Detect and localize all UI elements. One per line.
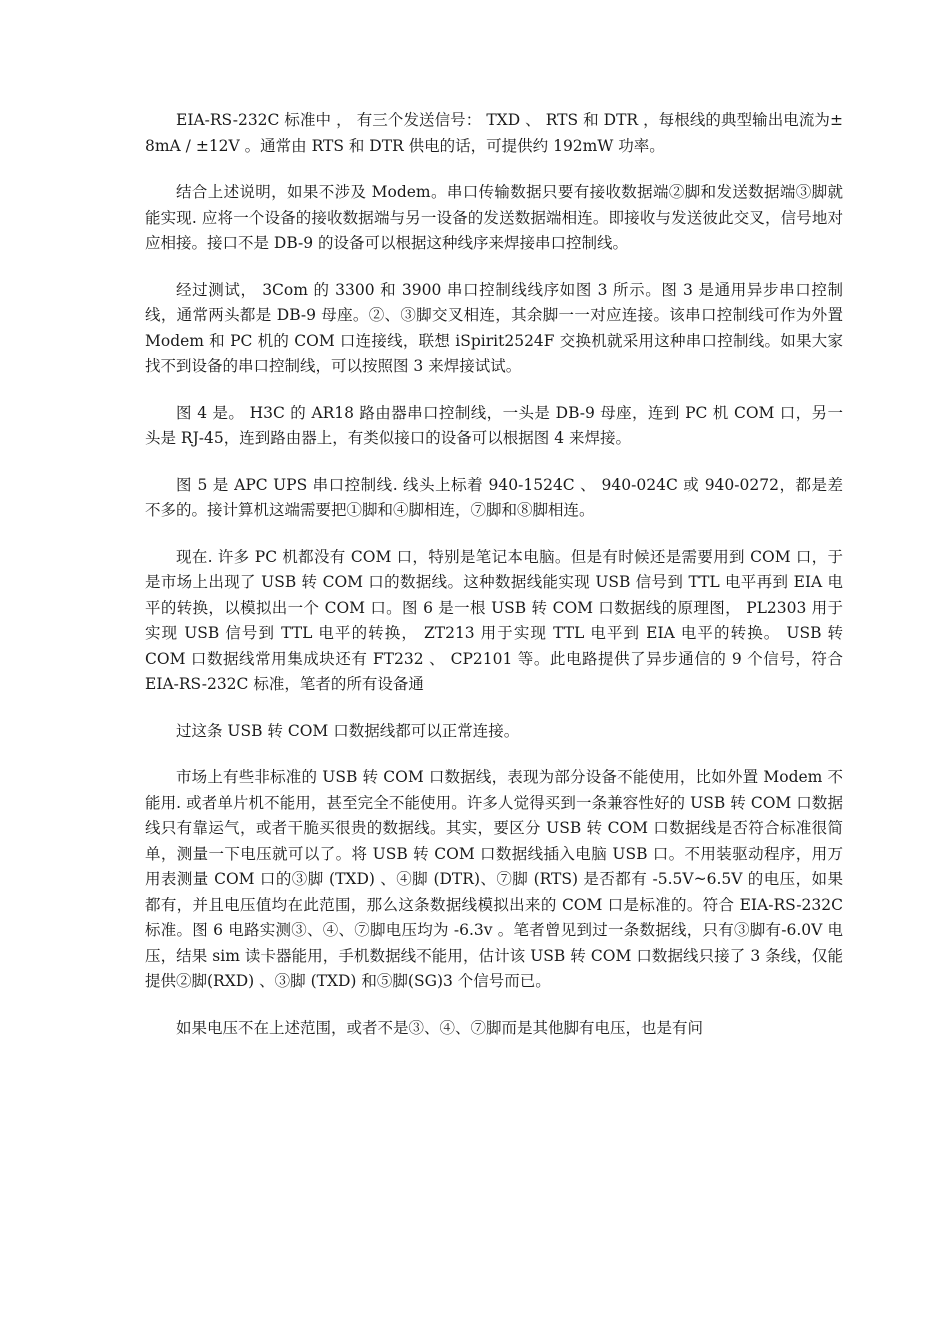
paragraph-crossover-wiring: 结合上述说明，如果不涉及 Modem。串口传输数据只要有接收数据端②脚和发送数据端③脚就能实现. 应将一个设备的接收数据端与另一设备的发送数据端相连。即接收与发送彼此交叉，信号地对应相接。接口不是 DB-9 的设备可以根据这种线序来焊接串口控制线。 (145, 183, 843, 252)
document-page (145, 108, 843, 1062)
paragraph-usb-to-com: 现在. 许多 PC 机都没有 COM 口，特别是笔记本电脑。但是有时候还是需要用到 COM 口，于是市场上出现了 USB 转 COM 口的数据线。这种数据线能实现 USB 信号到 TTL 电平再到 EIA 电平的转换，以模拟出一个 COM 口。图 6 是一根 USB 转 COM 口数据线的原理图， PL2303 用于实现 USB 信号到 TTL 电平的转换， ZT213 用于实现 TTL 电平到 EIA 电平的转换。 USB 转 COM 口数据线常用集成块还有 FT232 、 CP2101 等。此电路提供了异步通信的 9 个信号，符合 EIA-RS-232C 标准，笔者的所有设备通 (145, 547, 843, 693)
paragraph-3com-cable: 经过测试， 3Com 的 3300 和 3900 串口控制线线序如图 3 所示。图 3 是通用异步串口控制线，通常两头都是 DB-9 母座。②、③脚交叉相连，其余脚一一对应连接。该串口控制线可作为外置 Modem 和 PC 机的 COM 口连接线，联想 iSpirit2524F 交换机就采用这种串口控制线。如果大家找不到设备的串口控制线，可以按照图 3 来焊接试试。 (145, 280, 843, 375)
paragraph-apc-ups-cable: 图 5 是 APC UPS 串口控制线. 线头上标着 940-1524C 、 940-024C 或 940-0272，都是差不多的。接计算机这端需要把①脚和④脚相连，⑦脚和⑧脚相连。 (145, 475, 843, 519)
paragraph-nonstandard-cables: 市场上有些非标准的 USB 转 COM 口数据线，表现为部分设备不能使用，比如外置 Modem 不能用. 或者单片机不能用，甚至完全不能使用。许多人觉得买到一条兼容性好的 USB 转 COM 口数据线只有靠运气，或者干脆买很贵的数据线。其实，要区分 USB 转 COM 口数据线是否符合标准很简单，测量一下电压就可以了。将 USB 转 COM 口数据线插入电脑 USB 口。不用装驱动程序，用万用表测量 COM 口的③脚 (TXD) 、④脚 (DTR)、⑦脚 (RTS) 是否都有 -5.5V~6.5V 的电压，如果都有，并且电压值均在此范围，那么这条数据线模拟出来的 COM 口是标准的。符合 EIA-RS-232C 标准。图 6 电路实测③、④、⑦脚电压均为 -6.3v 。笔者曾见到过一条数据线，只有③脚有-6.0V 电压，结果 sim 读卡器能用，手机数据线不能用，估计该 USB 转 COM 口数据线只接了 3 条线，仅能提供②脚(RXD) 、③脚 (TXD) 和⑤脚(SG)3 个信号而已。 (145, 768, 843, 990)
paragraph-usb-connect: 过这条 USB 转 COM 口数据线都可以正常连接。 (176, 721, 520, 740)
paragraph-voltage-check: 如果电压不在上述范围，或者不是③、④、⑦脚而是其他脚有电压，也是有问 (176, 1018, 704, 1037)
paragraph-h3c-cable: 图 4 是。 H3C 的 AR18 路由器串口控制线，一头是 DB-9 母座，连到 PC 机 COM 口，另一头是 RJ-45，连到路由器上，有类似接口的设备可以根据图 4 来焊接。 (145, 403, 843, 447)
paragraph-txd-rts-dtr: EIA-RS-232C 标准中 ， 有三个发送信号： TXD 、 RTS 和 DTR ，每根线的典型输出电流为± 8mA / ±12V 。通常由 RTS 和 DTR 供电的话，可提供约 192mW 功率。 (145, 111, 843, 155)
